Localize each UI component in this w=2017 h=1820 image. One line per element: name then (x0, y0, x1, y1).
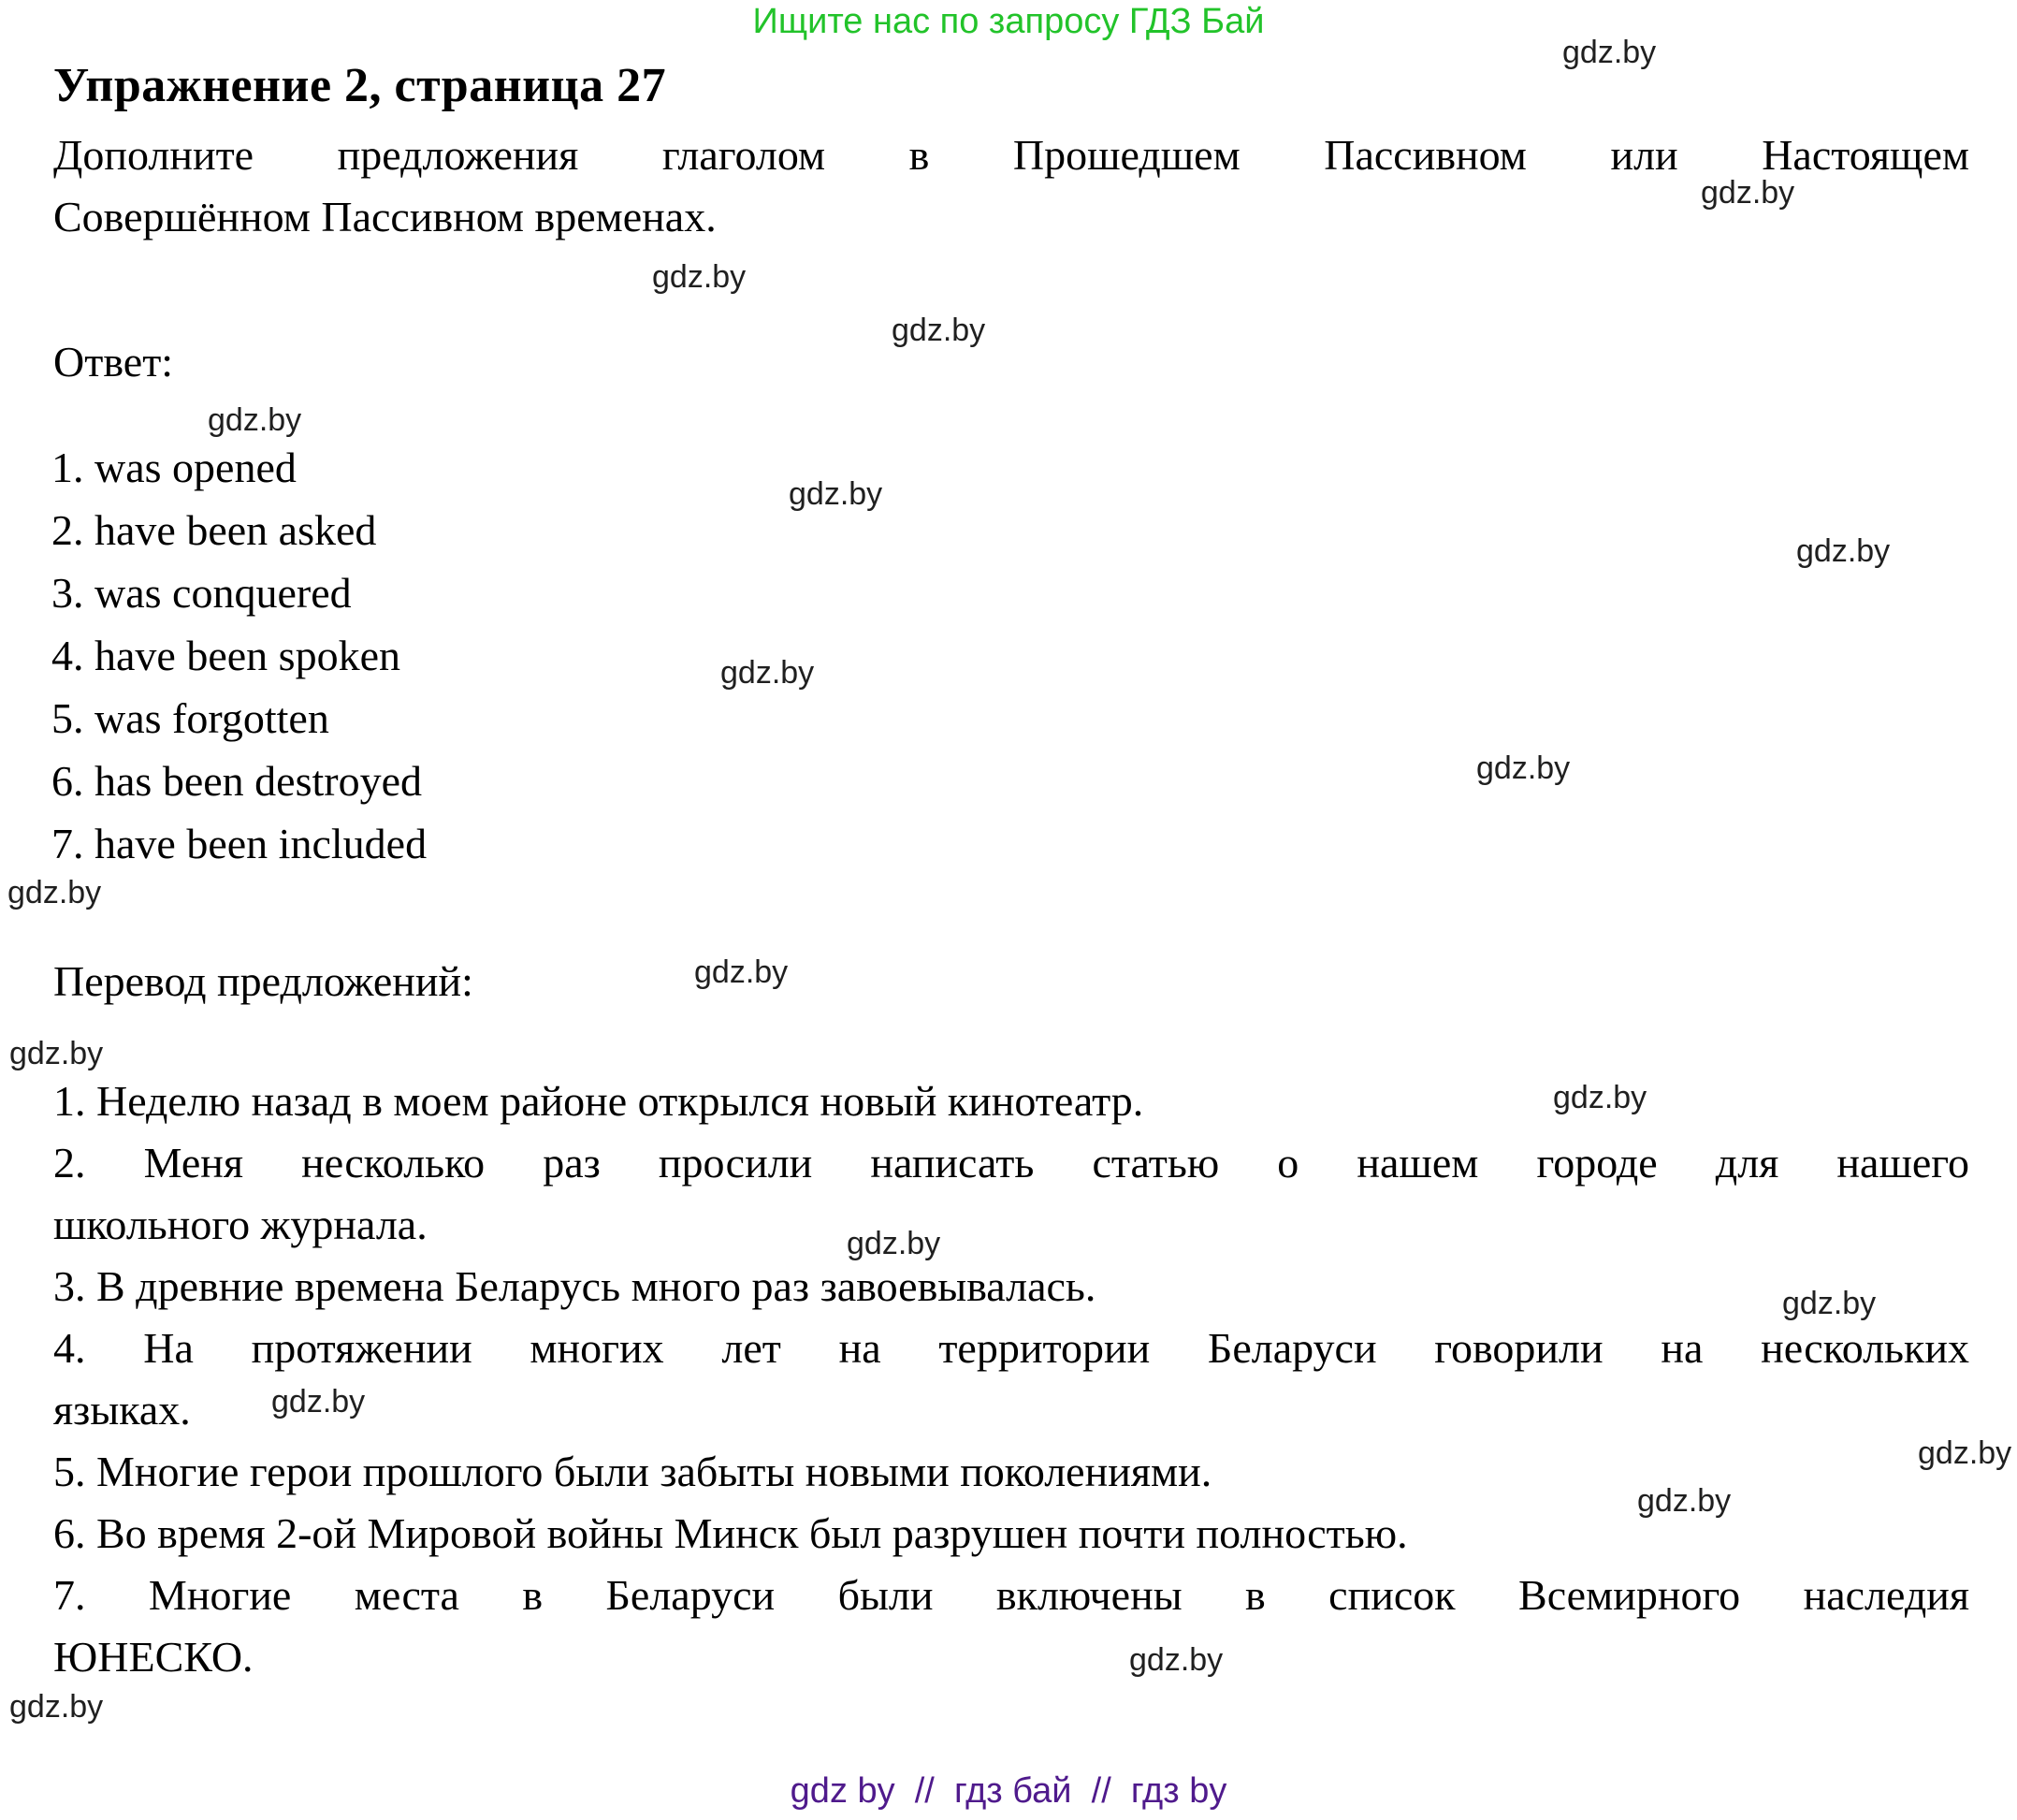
watermark: gdz.by (1476, 750, 1571, 786)
answers-list (51, 436, 427, 875)
answer-item: 3. was conquered (51, 569, 352, 617)
task-line-1: Дополните предложения глаголом в Прошедшем Пассивном или Настоящем (53, 131, 1969, 179)
answers-heading: Ответ: (53, 338, 174, 386)
translation-item (53, 1256, 1969, 1321)
answer-item: 1. was opened (51, 444, 297, 491)
translation-item (53, 1132, 1969, 1256)
exercise-title: Упражнение 2, страница 27 (53, 59, 667, 112)
watermark: gdz.by (1796, 533, 1891, 569)
promo-banner: Ищите нас по запросу ГДЗ Бай (752, 2, 1265, 41)
watermark: gdz.by (892, 313, 986, 348)
translation-line: 7. Многие места в Беларуси были включены в список Всемирного наследия (53, 1571, 1969, 1619)
watermark: gdz.by (847, 1226, 941, 1261)
watermark: gdz.by (7, 875, 102, 910)
watermark: gdz.by (789, 476, 883, 512)
translation-line: 6. Во время 2-ой Мировой войны Минск был разрушен почти полностью. (53, 1509, 1408, 1557)
task-paragraph (53, 124, 1969, 248)
task-line-2: Совершённом Пассивном временах. (53, 193, 717, 240)
watermark: gdz.by (1918, 1435, 2012, 1471)
translation-line: языках. (53, 1386, 191, 1434)
translation-line: 1. Неделю назад в моем районе открылся новый кинотеатр. (53, 1077, 1144, 1125)
watermark: gdz.by (1562, 35, 1657, 70)
watermark: gdz.by (720, 655, 815, 691)
watermark: gdz.by (9, 1036, 104, 1071)
watermark: gdz.by (208, 402, 302, 438)
translation-item (53, 1318, 1969, 1441)
watermark: gdz.by (1782, 1286, 1877, 1321)
answer-item: 2. have been asked (51, 506, 377, 554)
answer-item: 6. has been destroyed (51, 757, 422, 805)
translation-line: ЮНЕСКО. (53, 1633, 254, 1681)
watermark: gdz.by (694, 954, 789, 990)
watermark: gdz.by (1553, 1080, 1647, 1115)
translation-line: школьного журнала. (53, 1201, 428, 1248)
answer-item: 4. have been spoken (51, 632, 400, 679)
watermark: gdz.by (652, 259, 747, 295)
translations-list (53, 1070, 1969, 1688)
footer-sitelinks: gdz by // гдз бай // гдз by (790, 1771, 1227, 1811)
translation-line: 2. Меня несколько раз просили написать статью о нашем городе для нашего (53, 1139, 1969, 1187)
watermark: gdz.by (1637, 1483, 1732, 1519)
translation-line: 5. Многие герои прошлого были забыты новыми поколениями. (53, 1448, 1212, 1495)
translation-item (53, 1565, 1969, 1688)
answer-item: 7. have been included (51, 820, 428, 867)
translation-line: 4. На протяжении многих лет на территории Беларуси говорили на нескольких (53, 1324, 1969, 1372)
watermark: gdz.by (9, 1689, 104, 1725)
translations-heading: Перевод предложений: (53, 957, 473, 1005)
answer-item: 5. was forgotten (51, 694, 329, 742)
watermark: gdz.by (1701, 175, 1795, 211)
watermark: gdz.by (1129, 1642, 1224, 1678)
translation-item (53, 1070, 1969, 1132)
translation-line: 3. В древние времена Беларусь много раз завоевывалась. (53, 1262, 1096, 1310)
watermark: gdz.by (271, 1384, 366, 1420)
